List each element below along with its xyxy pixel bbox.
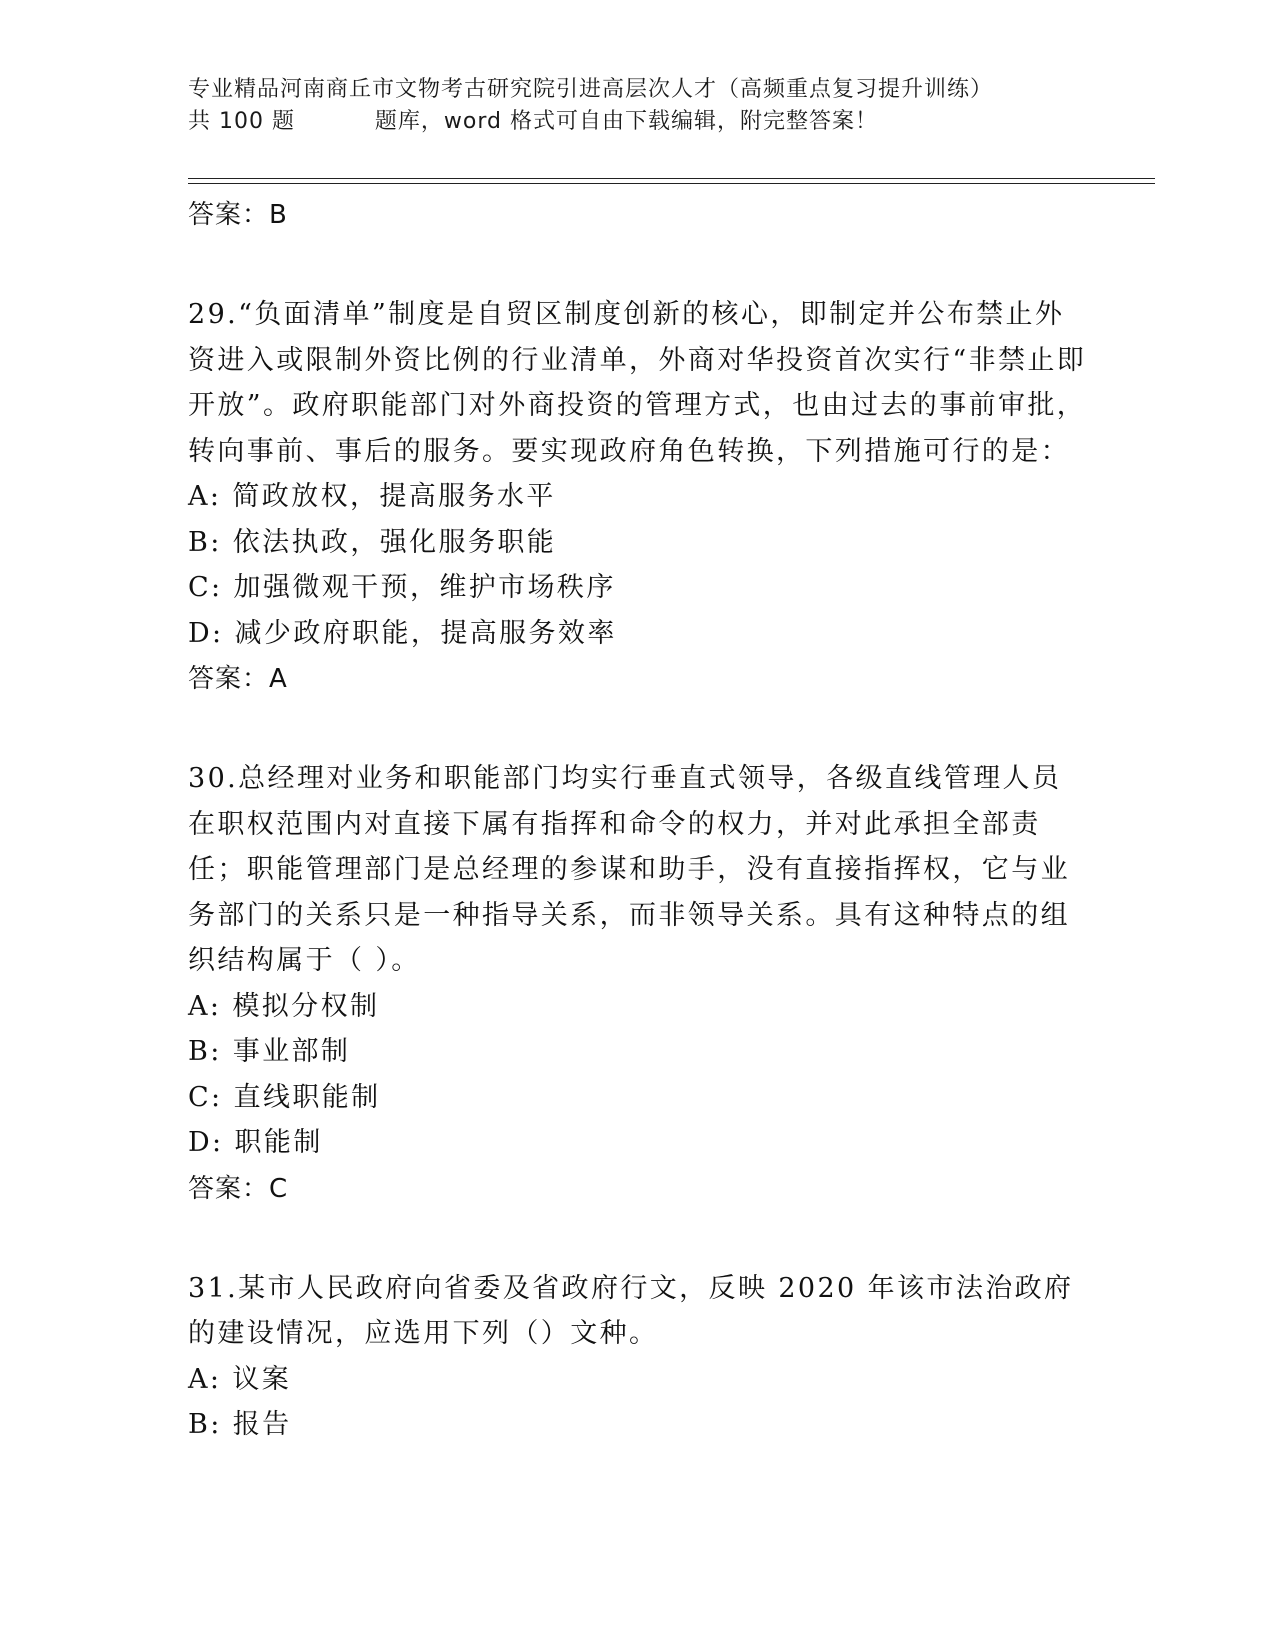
option-a: A: 模拟分权制 [188,990,380,1022]
option-c: C: 直线职能制 [188,1081,381,1113]
answer: 答案：C [188,1173,289,1204]
spacer [188,1212,1088,1266]
spacer [188,702,1088,756]
question-31 [188,1266,1088,1448]
option-d: D: 减少政府职能，提高服务效率 [188,617,617,649]
header-divider-bottom [188,183,1155,184]
question-29 [188,292,1088,702]
option-b: B: 报告 [188,1409,292,1440]
question-30 [188,756,1088,1212]
answer: 答案：A [188,664,288,694]
header-subtitle-line: 共 100 题 题库，word 格式可自由下载编辑，附完整答案！ [188,109,878,134]
header-title-line: 专业精品河南商丘市文物考古研究院引进高层次人才（高频重点复习提升训练） [188,77,994,102]
question-stem: 31.某市人民政府向省委及省政府行文，反映 2020 年该市法治政府的建设情况，应选用下列（）文种。 [188,1272,1074,1349]
option-c: C: 加强微观干预，维护市场秩序 [188,572,616,603]
option-d: D: 职能制 [188,1127,323,1158]
header-divider-top [188,178,1155,179]
page-header [188,74,1148,138]
question-stem: 30.总经理对业务和职能部门均实行垂直式领导，各级直线管理人员在职权范围内对直接下属有指挥和命令的权力，并对此承担全部责任；职能管理部门是总经理的参谋和助手，没有直接指挥权，它与业务部门的关系只是一种指导关系，而非领导关系。具有这种特点的组织结构属于（ ）。 [188,763,1070,976]
option-a: A: 简政放权，提高服务水平 [188,481,556,512]
question-stem: 29.“负面清单”制度是自贸区制度创新的核心，即制定并公布禁止外资进入或限制外资比例的行业清单，外商对华投资首次实行“非禁止即开放”。政府职能部门对外商投资的管理方式，也由过去的事前审批，转向事前、事后的服务。要实现政府角色转换，下列措施可行的是： [188,299,1087,467]
option-b: B: 事业部制 [188,1036,351,1067]
question-list [188,192,1088,1448]
option-b: B: 依法执政，强化服务职能 [188,526,557,558]
spacer [188,238,1088,292]
option-a: A: 议案 [188,1363,292,1395]
previous-answer: 答案：B [188,200,288,230]
